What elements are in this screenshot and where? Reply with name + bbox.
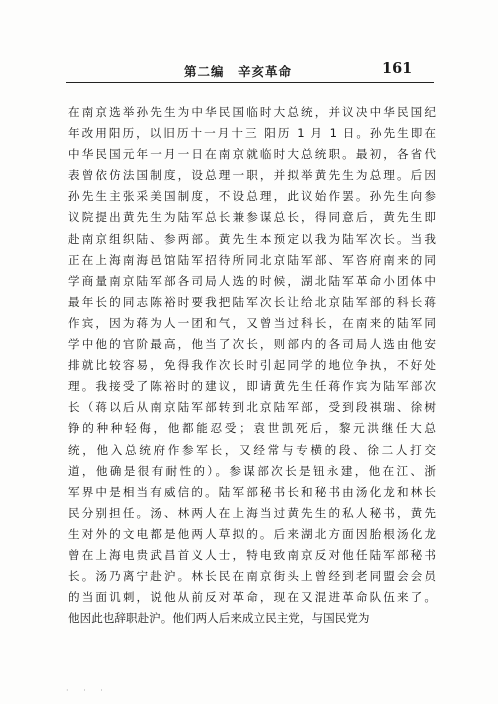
text-line: 年改用阳历，以旧历十一月十三 阳历 1 月 1 日。孙先生即在 <box>68 126 436 141</box>
text-line: 曾在上海电贵武昌首义人士，特电致南京反对他任陆军部秘书 <box>68 547 436 562</box>
running-header <box>66 60 434 84</box>
text-line: 表曾依仿法国制度，设总理一职，并拟举黄先生为总理。后因 <box>68 168 436 183</box>
text-line: 学中他的官阶最高，他当了次长，则部内的各司局人选由他安 <box>68 337 436 352</box>
text-line: 军界中是相当有威信的。陆军部秘书长和秘书由汤化龙和林长 <box>68 484 436 499</box>
text-line: 铮的种种轻侮，他都能忍受；袁世凯死后，黎元洪继任大总 <box>68 421 436 436</box>
text-line: 议院提出黄先生为陆军总长兼参谋总长，得同意后，黄先生即 <box>68 210 436 225</box>
text-line: 正在上海南海邑馆陆军招待所同北京陆军部、军咨府南来的同 <box>68 252 436 267</box>
text-line: 作宾，因为蒋为人一团和气，又曾当过科长，在南来的陆军同 <box>68 315 436 330</box>
text-line: 统，他入总统府作参军长，又经常与专横的段、徐二人打交 <box>68 442 436 457</box>
text-line: 他因此也辞职赴沪。他们两人后来成立民主党，与国民党为 <box>68 611 370 626</box>
page-number: 161 <box>382 60 413 77</box>
text-line: 在南京选举孙先生为中华民国临时大总统，并议决中华民国纪 <box>68 105 436 119</box>
text-line: 学商量南京陆军部各司局人选的时候，湖北陆军革命小团体中 <box>68 273 436 288</box>
text-line: 长（蒋以后从南京陆军部转到北京陆军部，受到段祺瑞、徐树 <box>68 400 436 415</box>
chapter-title: 第二编 辛亥革命 <box>184 64 293 79</box>
text-line: 生对外的文电都是他两人草拟的。后来湖北方面因胎根汤化龙 <box>68 526 436 541</box>
header-rule <box>66 82 434 83</box>
body-text <box>68 102 436 629</box>
text-line: 中华民国元年一月一日在南京就临时大总统职。最初，各省代 <box>68 147 436 162</box>
text-line: 的当面讥刺，说他从前反对革命，现在又混进革命队伍来了。 <box>68 590 436 605</box>
text-line: 民分别担任。汤、林两人在上海当过黄先生的私人秘书，黄先 <box>68 505 436 520</box>
text-line: 道，他确是很有耐性的）。参谋部次长是钮永建，他在江、浙 <box>68 463 436 478</box>
text-line: 排就比较容易，免得我作次长时引起同学的地位争执，不好处 <box>68 358 436 373</box>
text-line: 最年长的同志陈裕时要我把陆军次长让给北京陆军部的科长蒋 <box>68 294 436 309</box>
text-line: 理。我接受了陈裕时的建议，即请黄先生任蒋作宾为陆军部次 <box>68 379 436 394</box>
text-line: 长。汤乃离宁赴沪。林长民在南京街头上曾经到老同盟会会员 <box>68 569 436 584</box>
text-line: 赴南京组织陆、参两部。黄先生本预定以我为陆军次长。当我 <box>68 231 436 246</box>
scan-marks: · · · <box>66 686 109 695</box>
text-line: 孙先生主张采美国制度，不设总理，此议始作罢。孙先生向参 <box>68 189 436 204</box>
